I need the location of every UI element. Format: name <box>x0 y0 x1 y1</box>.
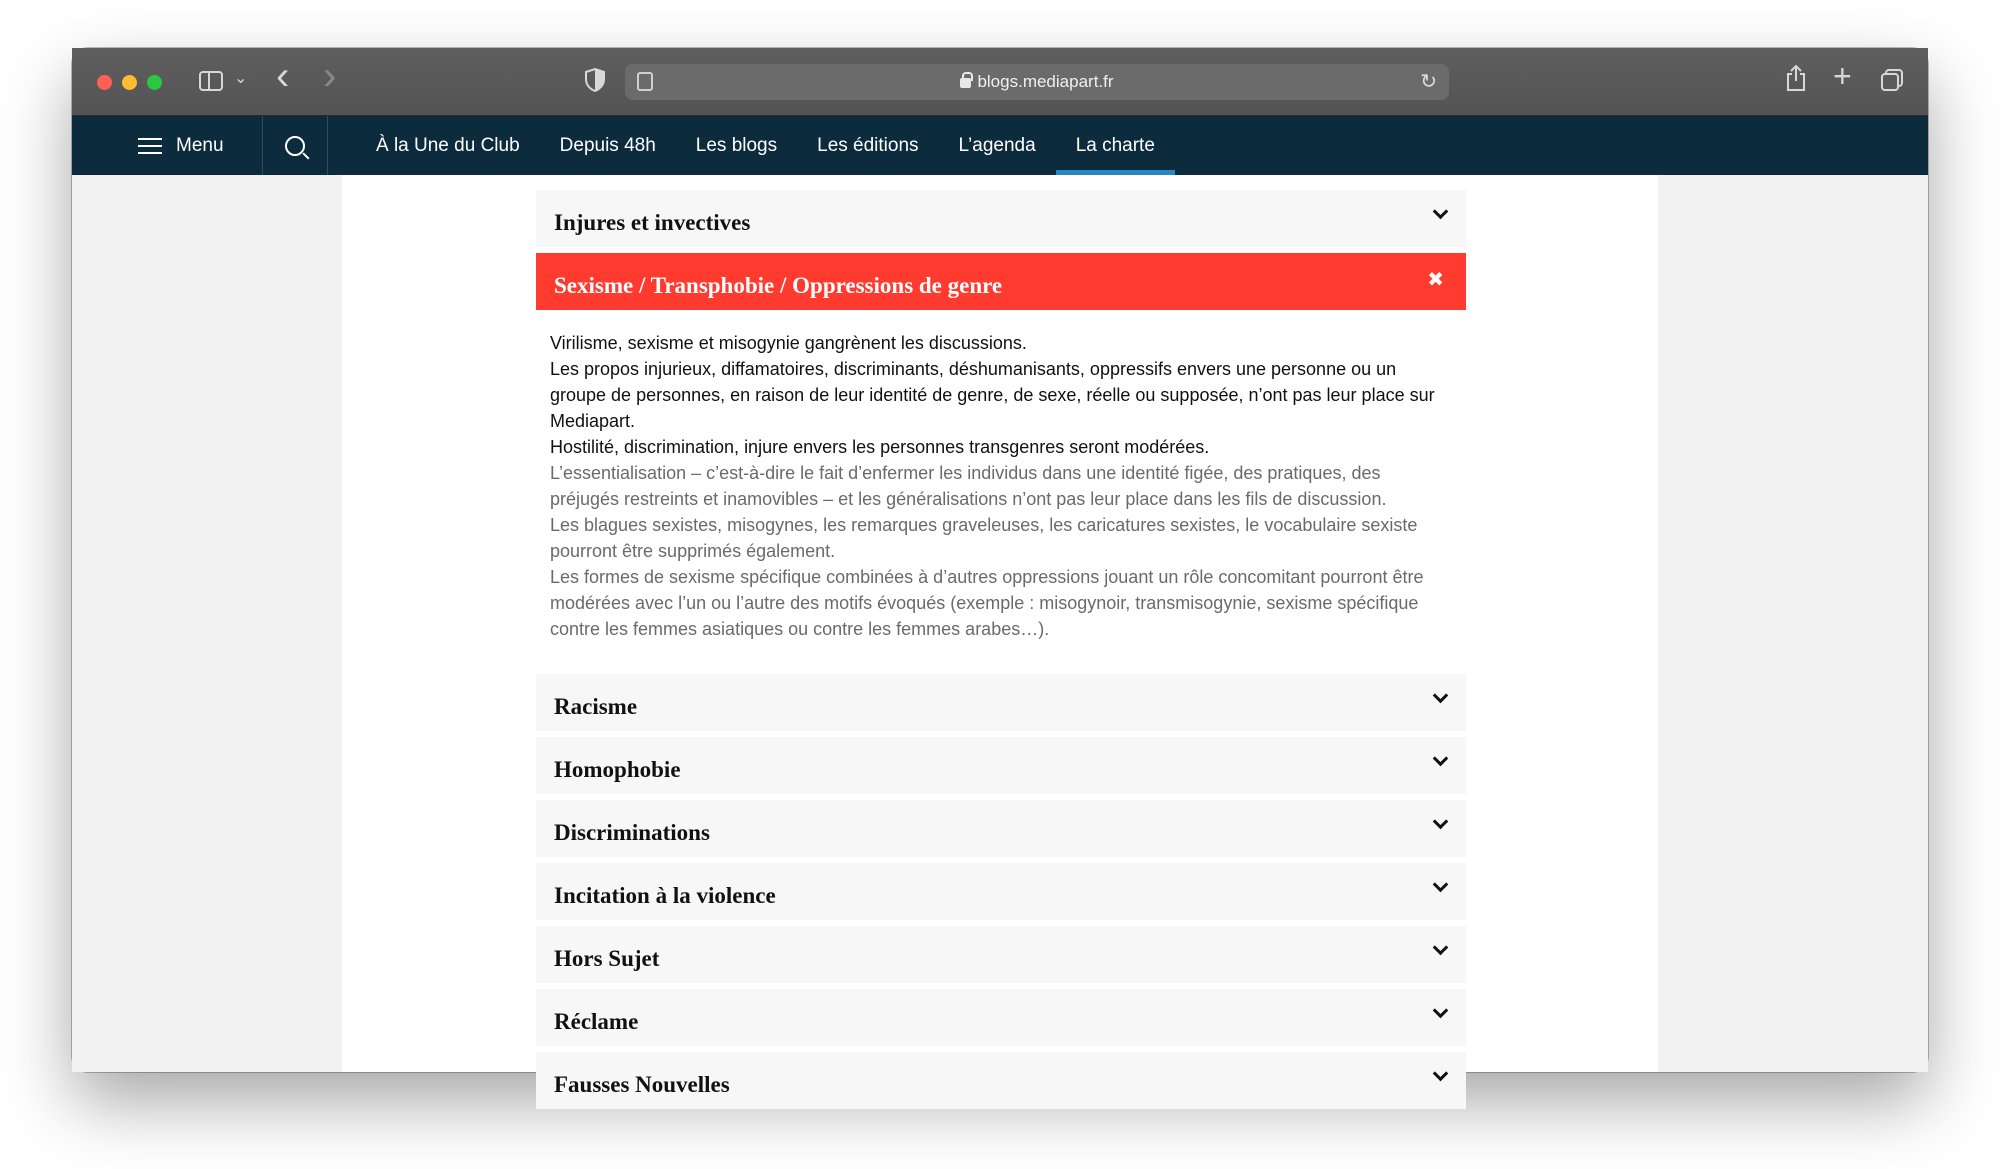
nav-item-label: L’agenda <box>958 134 1036 156</box>
nav-item-label: Les éditions <box>817 134 919 156</box>
minimize-window-button[interactable] <box>122 75 137 90</box>
close-icon[interactable]: ✖ <box>1427 267 1444 291</box>
accordion-title: Injures et invectives <box>554 210 751 235</box>
body-paragraph: Les blagues sexistes, misogynes, les remarques graveleuses, les caricatures sexistes, le vocabulaire sexiste pourront être supprimés également. <box>550 515 1418 561</box>
back-arrow-icon[interactable]: ‹ <box>276 54 290 98</box>
accordion-title: Fausses Nouvelles <box>554 1072 730 1097</box>
lock-icon <box>960 78 971 88</box>
nav-item-la-charte[interactable] <box>1056 116 1175 175</box>
accordion-item-injures[interactable] <box>536 190 1466 247</box>
privacy-shield-icon[interactable] <box>585 68 605 92</box>
site-navigation <box>72 116 1928 175</box>
accordion-item-hors-sujet[interactable] <box>536 926 1466 983</box>
new-tab-plus-icon[interactable]: + <box>1833 58 1852 94</box>
nav-item-label: À la Une du Club <box>376 134 520 156</box>
nav-item-label: Depuis 48h <box>559 134 656 156</box>
close-window-button[interactable] <box>97 75 112 90</box>
accordion-title: Sexisme / Transphobie / Oppressions de genre <box>554 273 1003 298</box>
chevron-down-icon <box>1433 940 1449 956</box>
body-paragraph: Virilisme, sexisme et misogynie gangrènent les discussions. <box>550 333 1027 353</box>
address-bar[interactable] <box>625 64 1449 100</box>
accordion-title: Homophobie <box>554 757 681 782</box>
accordion-title: Hors Sujet <box>554 946 660 971</box>
tab-overview-icon[interactable] <box>1880 68 1904 92</box>
accordion-title: Racisme <box>554 694 638 719</box>
menu-label: Menu <box>176 134 224 156</box>
chevron-down-icon <box>1433 1003 1449 1019</box>
accordion-item-reclame[interactable] <box>536 989 1466 1046</box>
zoom-window-button[interactable] <box>147 75 162 90</box>
accordion-title: Discriminations <box>554 820 710 845</box>
chevron-down-icon[interactable]: ⌄ <box>234 70 248 87</box>
accordion-item-incitation-violence[interactable] <box>536 863 1466 920</box>
content-column <box>342 175 1658 1097</box>
body-paragraph: L’essentialisation – c’est-à-dire le fait d’enfermer les individus dans une identité figée, des pratiques, des préjugés restreints et inamovibles – et les généralisations n’ont pas leur place dans les fils de discussion. <box>550 463 1387 509</box>
body-paragraph: Hostilité, discrimination, injure envers les personnes transgenres seront modérées. <box>550 437 1210 457</box>
accordion-item-discriminations[interactable] <box>536 800 1466 857</box>
nav-item-les-blogs[interactable] <box>676 116 797 175</box>
sidebar-toggle-icon[interactable] <box>199 71 223 91</box>
forward-arrow-icon[interactable]: › <box>323 54 337 98</box>
nav-divider <box>327 116 328 175</box>
url-text: blogs.mediapart.fr <box>977 72 1114 91</box>
chevron-down-icon <box>1433 1066 1449 1082</box>
accordion-item-racisme[interactable] <box>536 674 1466 731</box>
hamburger-icon <box>138 138 162 154</box>
chevron-down-icon <box>1433 751 1449 767</box>
accordion-title: Incitation à la violence <box>554 883 776 908</box>
accordion-item-homophobie[interactable] <box>536 737 1466 794</box>
page-content <box>72 175 1928 1097</box>
accordion-item-fausses-nouvelles[interactable] <box>536 1052 1466 1109</box>
url-display <box>625 72 1449 92</box>
search-icon <box>285 136 305 156</box>
chevron-down-icon <box>1433 877 1449 893</box>
nav-item-label: La charte <box>1075 134 1155 156</box>
accordion-item-sexisme[interactable] <box>536 253 1466 310</box>
nav-item-label: Les blogs <box>695 134 778 156</box>
browser-toolbar <box>72 48 1928 116</box>
body-paragraph: Les formes de sexisme spécifique combinées à d’autres oppressions jouant un rôle concomitant pourront être modérées avec l’un ou l’autre des motifs évoqués (exemple : misogynoir, transmisogynie, sexisme spécifique contre les femmes asiatiques ou contre les femmes arabes…). <box>550 567 1424 639</box>
reload-icon[interactable]: ↻ <box>1420 71 1437 93</box>
body-paragraph: Les propos injurieux, diffamatoires, discriminants, déshumanisants, oppressifs envers une personne ou un groupe de personnes, en raison de leur identité de genre, de sexe, réelle ou supposée, n’ont pas leur place sur Mediapart. <box>550 359 1435 431</box>
browser-window <box>72 48 1928 1097</box>
charter-accordion <box>536 190 1466 1115</box>
chevron-down-icon <box>1433 688 1449 704</box>
nav-item-une-du-club[interactable] <box>356 116 540 175</box>
accordion-title: Réclame <box>554 1009 639 1034</box>
nav-items <box>356 116 1175 175</box>
nav-item-les-editions[interactable] <box>797 116 938 175</box>
accordion-body <box>536 310 1466 660</box>
menu-button[interactable] <box>138 116 251 175</box>
chevron-down-icon <box>1433 204 1449 220</box>
share-icon[interactable] <box>1786 65 1806 91</box>
chevron-down-icon <box>1433 814 1449 830</box>
nav-item-depuis-48h[interactable] <box>540 116 676 175</box>
nav-item-agenda[interactable] <box>939 116 1056 175</box>
search-button[interactable] <box>262 116 327 175</box>
